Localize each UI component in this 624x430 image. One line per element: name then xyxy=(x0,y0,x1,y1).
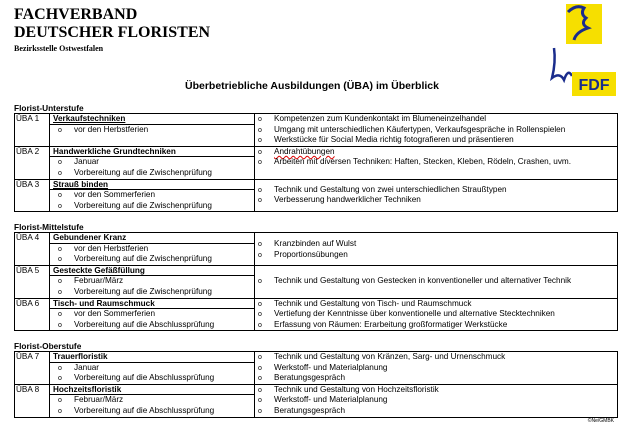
topic-item: o Technik und Gestaltung von Tisch- und Raumschmuck xyxy=(258,298,472,308)
topic-item: o Beratungsgespräch xyxy=(258,405,346,415)
topic-item: o Kompetenzen zum Kundenkontakt im Blumeneinzelhandel xyxy=(258,114,487,123)
association-name-line1: FACHVERBAND xyxy=(14,6,138,23)
topic-item: o Technik und Gestaltung von zwei unterschiedlichen Straußtypen xyxy=(258,184,507,194)
course-name: Hochzeitsfloristik xyxy=(53,384,122,394)
topic-item: o Proportionsübungen xyxy=(258,249,348,259)
detail-item: o Vorbereitung auf die Zwischenprüfung xyxy=(58,254,212,264)
detail-item: o Vorbereitung auf die Zwischenprüfung xyxy=(58,286,212,296)
uba-number: ÜBA 6 xyxy=(15,298,50,331)
document-title: Überbetriebliche Ausbildungen (ÜBA) im Überblick xyxy=(185,80,439,92)
topic-item: o Andrahtübungen xyxy=(258,146,335,156)
topic-item: o Technik und Gestaltung von Gestecken in konventioneller und alternativer Technik xyxy=(258,276,572,286)
detail-item: o vor den Sommerferien xyxy=(58,309,155,319)
topic-item: o Werkstoff- und Materialplanung xyxy=(258,362,388,372)
course-name: Gebundener Kranz xyxy=(53,233,127,242)
detail-item: o Vorbereitung auf die Abschlussprüfung xyxy=(58,405,215,415)
table-row xyxy=(15,265,618,298)
topic-item: o Arbeiten mit diversen Techniken: Haften, Stecken, Kleben, Rödeln, Crashen, uvm. xyxy=(258,157,572,167)
uba-number: ÜBA 5 xyxy=(15,265,50,298)
topic-item: o Technik und Gestaltung von Kränzen, Sarg- und Urnenschmuck xyxy=(258,352,506,361)
detail-item: o Januar xyxy=(58,157,100,167)
topic-item: o Technik und Gestaltung von Hochzeitsfloristik xyxy=(258,384,439,394)
course-name: Handwerkliche Grundtechniken xyxy=(53,146,176,156)
detail-item: o Vorbereitung auf die Zwischenprüfung xyxy=(58,200,212,210)
detail-item: o vor den Herbstferien xyxy=(58,243,149,253)
district-office: Bezirksstelle Ostwestfalen xyxy=(14,44,104,53)
table-row xyxy=(15,298,618,331)
table-row xyxy=(15,384,618,417)
table-row xyxy=(15,352,618,385)
section-heading-unterstufe: Florist-Unterstufe xyxy=(14,103,84,113)
uba-number: ÜBA 7 xyxy=(15,352,50,385)
uba-number: ÜBA 2 xyxy=(15,146,50,179)
detail-item: o Februar/März xyxy=(58,395,124,405)
detail-item: o vor den Herbstferien xyxy=(58,124,149,134)
table-unterstufe xyxy=(14,113,618,212)
section-heading-mittelstufe: Florist-Mittelstufe xyxy=(14,222,84,232)
detail-item: o Vorbereitung auf die Abschlussprüfung xyxy=(58,319,215,329)
table-row xyxy=(15,146,618,179)
uba-number: ÜBA 1 xyxy=(15,114,50,147)
course-name: Verkaufstechniken xyxy=(53,114,126,123)
table-mittelstufe xyxy=(14,232,618,331)
association-name-line2: DEUTSCHER FLORISTEN xyxy=(14,24,211,41)
detail-item: o Vorbereitung auf die Zwischenprüfung xyxy=(58,167,212,177)
course-name: Strauß binden xyxy=(53,179,109,189)
course-name: Trauerfloristik xyxy=(53,352,108,361)
section-heading-oberstufe: Florist-Oberstufe xyxy=(14,341,82,351)
uba-number: ÜBA 8 xyxy=(15,384,50,417)
table-row xyxy=(15,179,618,212)
uba-number: ÜBA 4 xyxy=(15,233,50,266)
table-row xyxy=(15,114,618,147)
topic-item: o Vertiefung der Kenntnisse über konventionelle und alternative Stecktechniken xyxy=(258,309,555,319)
logo-text: FDF xyxy=(578,77,610,94)
uba-number: ÜBA 3 xyxy=(15,179,50,212)
topic-item: o Werkstoff- und Materialplanung xyxy=(258,395,388,405)
copyright-note: ©Ne/GMBK xyxy=(587,418,614,424)
topic-item: o Erfassung von Räumen: Erarbeitung großformatiger Werkstücke xyxy=(258,319,508,329)
detail-item: o Februar/März xyxy=(58,276,124,286)
detail-item: o Januar xyxy=(58,362,100,372)
topic-item: o Kranzbinden auf Wulst xyxy=(258,239,357,248)
course-name: Tisch- und Raumschmuck xyxy=(53,298,155,308)
table-oberstufe xyxy=(14,351,618,418)
topic-item: o Verbesserung handwerklicher Techniken xyxy=(258,195,421,205)
detail-item: o Vorbereitung auf die Abschlussprüfung xyxy=(58,373,215,383)
topic-item: o Beratungsgespräch xyxy=(258,373,346,383)
topic-item: o Werkstücke für Social Media richtig fotografieren und präsentieren xyxy=(258,135,514,145)
table-row xyxy=(15,233,618,266)
topic-item: o Umgang mit unterschiedlichen Käufertypen, Verkaufsgespräche in Rollenspielen xyxy=(258,124,566,134)
course-name: Gesteckte Gefäßfüllung xyxy=(53,265,145,275)
detail-item: o vor den Sommerferien xyxy=(58,190,155,200)
